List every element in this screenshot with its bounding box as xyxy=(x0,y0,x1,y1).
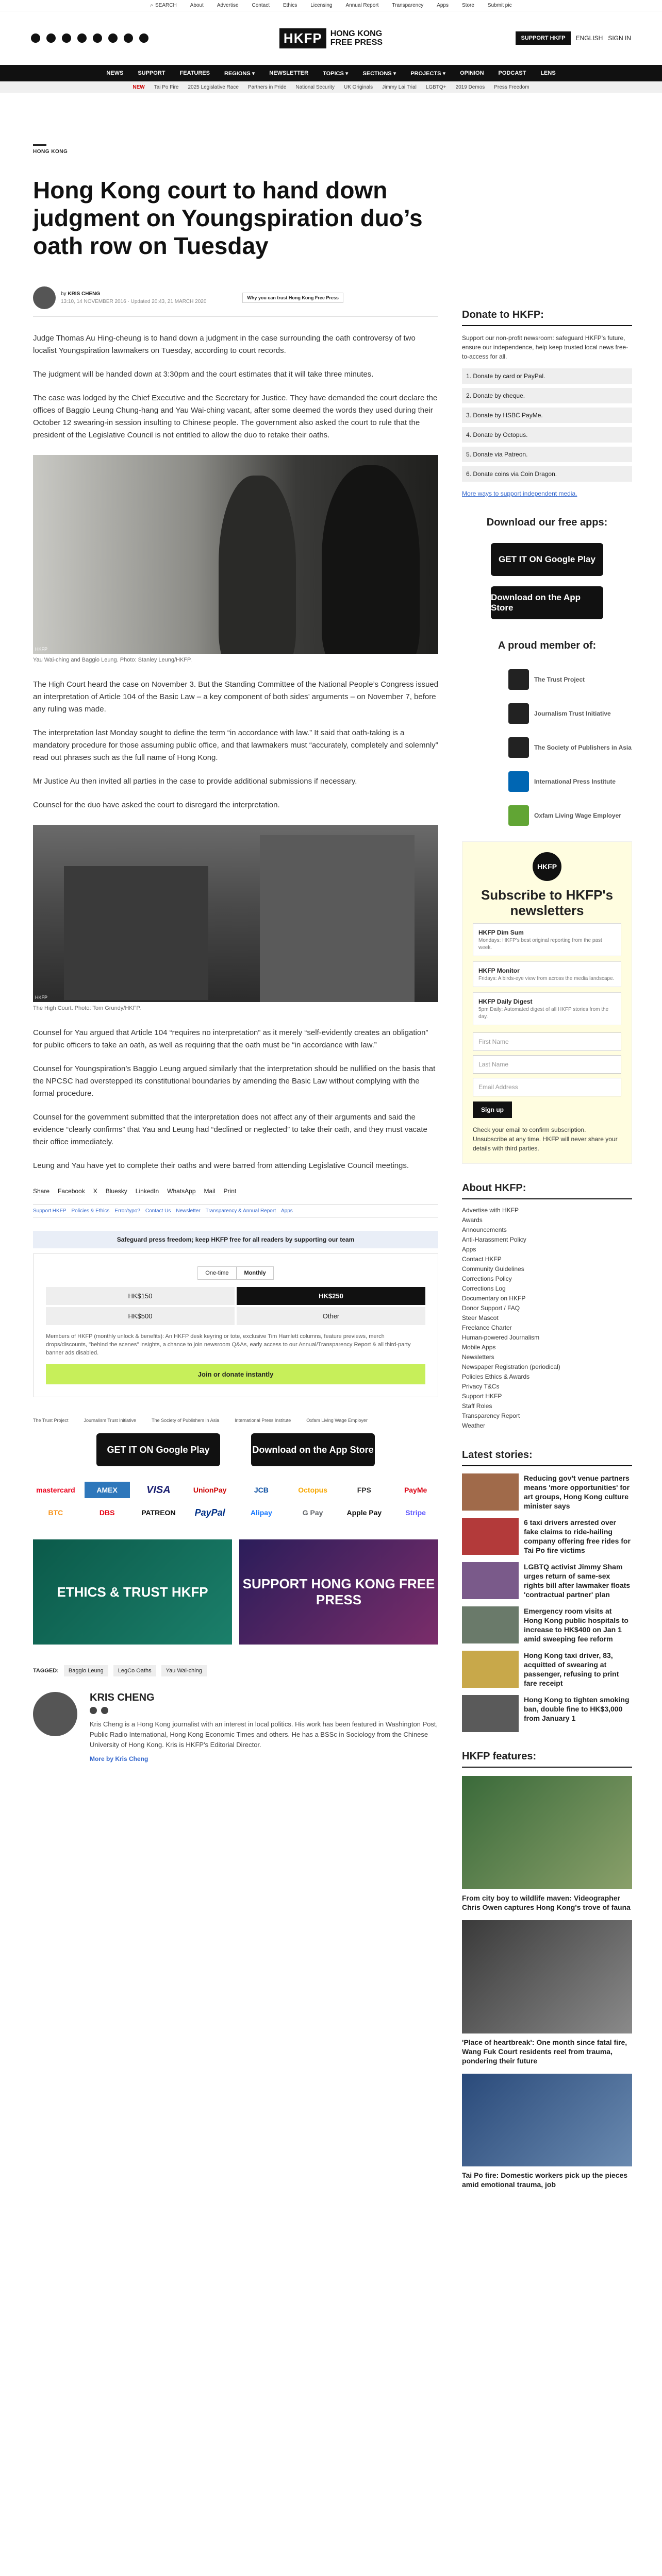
donate-option[interactable]: 2. Donate by cheque. xyxy=(462,388,632,403)
nav-item[interactable]: NEWS xyxy=(106,70,124,76)
telegram-icon[interactable] xyxy=(124,33,133,43)
author-avatar[interactable] xyxy=(33,1692,77,1736)
nav-item[interactable]: NEWSLETTER xyxy=(269,70,309,76)
donate-option[interactable]: 4. Donate by Octopus. xyxy=(462,427,632,443)
member-logo[interactable]: The Society of Publishers in Asia xyxy=(508,737,632,758)
support-button[interactable]: SUPPORT HKFP xyxy=(516,31,570,45)
photo-figure xyxy=(219,476,296,654)
about-link[interactable]: Weather xyxy=(462,1422,486,1429)
google-play-button[interactable]: GET IT ON Google Play xyxy=(491,543,603,576)
google-play-button[interactable]: GET IT ON Google Play xyxy=(96,1433,220,1466)
article-column xyxy=(33,144,438,1762)
nav-item[interactable]: PROJECTS ▾ xyxy=(410,70,446,77)
tag-list xyxy=(33,1665,438,1676)
topbar-link[interactable]: Transparency xyxy=(392,3,424,8)
topbar-link[interactable]: Store xyxy=(462,3,474,8)
tag[interactable]: Baggio Leung xyxy=(64,1665,108,1676)
about-link[interactable]: Transparency Report xyxy=(462,1412,520,1419)
amex-icon: AMEX xyxy=(85,1482,130,1498)
latest-story[interactable]: Emergency room visits at Hong Kong public hospitals to increase to HK$400 on Jan 1 amid sweeping fee reform xyxy=(462,1606,632,1643)
author-info xyxy=(90,1692,438,1762)
mini-link[interactable]: Contact Us xyxy=(145,1208,171,1214)
oxfam-logo[interactable]: Oxfam Living Wage Employer xyxy=(306,1418,368,1423)
paragraph: The High Court heard the case on November 3. But the Standing Committee of the National People’s Congress issued an interpretation of Article 104 of the Basic Law – a key component of both sides’ arguments – on November 7, before any ruling was made. xyxy=(33,680,438,714)
author-name[interactable]: KRIS CHENG xyxy=(68,291,101,297)
latest-story[interactable]: Hong Kong to tighten smoking ban, double fine to HK$3,000 from January 1 xyxy=(462,1695,632,1732)
latest-story[interactable]: Reducing gov't venue partners means 'more opportunities' for art groups, Hong Kong culture minister says xyxy=(462,1473,632,1511)
amount-option[interactable]: HK$500 xyxy=(46,1307,235,1325)
newsletter-widget xyxy=(462,841,632,1164)
paypal-icon: PayPal xyxy=(194,1507,225,1518)
amount-option[interactable]: HK$150 xyxy=(46,1287,235,1305)
newsletter-logo: HKFP xyxy=(533,852,561,881)
sopa-icon xyxy=(508,737,529,758)
member-logo[interactable]: International Press Institute xyxy=(508,771,632,792)
header-actions xyxy=(516,31,631,45)
unionpay-icon: UnionPay xyxy=(193,1486,227,1494)
topbar-link[interactable]: Annual Report xyxy=(345,3,379,8)
logo-text: HONG KONG FREE PRESS xyxy=(330,29,383,47)
youtube-icon[interactable] xyxy=(77,33,87,43)
visa-icon: VISA xyxy=(146,1484,171,1496)
article-photo xyxy=(33,455,438,654)
apps-widget-title: Download our free apps: xyxy=(486,517,608,528)
nav-item[interactable]: SECTIONS ▾ xyxy=(362,70,396,77)
newsletter-note: Check your email to confirm subscription. Unsubscribe at any time. HKFP will never share your details with third parties. xyxy=(473,1126,618,1152)
subnav-item[interactable]: Partners in Pride xyxy=(247,84,287,90)
join-button[interactable]: Join or donate instantly xyxy=(46,1364,425,1384)
membership-logos xyxy=(33,1418,438,1423)
about-link[interactable]: Freelance Charter xyxy=(462,1324,512,1331)
about-link[interactable]: Corrections Policy xyxy=(462,1275,512,1282)
about-link[interactable]: Staff Roles xyxy=(462,1402,492,1410)
main-nav xyxy=(0,65,662,81)
story-thumbnail xyxy=(462,1518,519,1555)
about-link[interactable]: Awards xyxy=(462,1216,483,1224)
member-logo[interactable]: Journalism Trust Initiative xyxy=(508,703,632,724)
facebook-icon[interactable] xyxy=(31,33,40,43)
photo-credit: HKFP xyxy=(35,647,48,652)
subnav-item[interactable]: 2019 Demos xyxy=(455,84,485,90)
member-widget-title: A proud member of: xyxy=(498,640,597,651)
fps-icon: FPS xyxy=(357,1486,371,1494)
author-social xyxy=(90,1707,438,1714)
x-icon[interactable] xyxy=(46,33,56,43)
mini-link[interactable]: Apps xyxy=(280,1208,293,1214)
topbar-link[interactable]: Submit pic xyxy=(487,3,512,8)
tag[interactable]: LegCo Oaths xyxy=(113,1665,156,1676)
mini-link[interactable]: Transparency & Annual Report xyxy=(205,1208,276,1214)
bitcoin-icon: BTC xyxy=(48,1509,63,1517)
photo-figure xyxy=(322,465,420,654)
paragraph: Leung and Yau have yet to complete their oaths and were barred from attending Legislative Council meetings. xyxy=(33,1161,409,1170)
subnav-item[interactable]: UK Originals xyxy=(343,84,373,90)
freq-one-time[interactable]: One-time xyxy=(197,1266,236,1280)
article-dates: 13:10, 14 NOVEMBER 2016 · Updated 20:43, 21 MARCH 2020 xyxy=(61,299,207,304)
mini-link[interactable]: Newsletter xyxy=(176,1208,201,1214)
topbar-link[interactable]: Licensing xyxy=(310,3,333,8)
amount-options xyxy=(46,1287,425,1325)
jti-logo[interactable]: Journalism Trust Initiative xyxy=(84,1418,137,1423)
about-link[interactable]: Documentary on HKFP xyxy=(462,1295,526,1302)
photo-building xyxy=(64,866,208,1000)
tag[interactable]: Yau Wai-ching xyxy=(161,1665,207,1676)
share-whatsapp[interactable]: WhatsApp xyxy=(167,1188,196,1195)
bluesky-icon[interactable] xyxy=(93,33,102,43)
site-header xyxy=(0,11,662,65)
member-logo[interactable]: The Trust Project xyxy=(508,669,632,690)
topbar-link[interactable]: Ethics xyxy=(283,3,297,8)
first-name-field[interactable]: First Name xyxy=(473,1032,621,1051)
author-avatar[interactable] xyxy=(33,286,56,309)
about-link[interactable]: Steer Mascot xyxy=(462,1314,499,1321)
category-rule xyxy=(33,144,46,146)
donate-option[interactable]: 5. Donate via Patreon. xyxy=(462,447,632,462)
donate-banner[interactable]: Safeguard press freedom; keep HKFP free for all readers by supporting our team xyxy=(33,1231,438,1248)
about-link[interactable]: Apps xyxy=(462,1246,476,1253)
about-link[interactable]: Corrections Log xyxy=(462,1285,506,1292)
top-utility-bar xyxy=(0,0,662,11)
byline xyxy=(33,286,438,317)
donate-option[interactable]: 1. Donate by card or PayPal. xyxy=(462,368,632,384)
patreon-icon: PATREON xyxy=(141,1509,176,1517)
logo-box: HKFP xyxy=(279,28,326,48)
amount-option-selected[interactable]: HK$250 xyxy=(237,1287,425,1305)
nav-item[interactable]: OPINION xyxy=(460,70,484,76)
site-logo[interactable] xyxy=(279,28,383,48)
about-link[interactable]: Community Guidelines xyxy=(462,1265,524,1273)
author-box xyxy=(33,1692,438,1762)
about-link[interactable]: Newsletters xyxy=(462,1353,494,1361)
freq-monthly[interactable]: Monthly xyxy=(237,1266,274,1280)
article-category[interactable]: HONG KONG xyxy=(33,149,68,155)
about-link[interactable]: Anti-Harassment Policy xyxy=(462,1236,526,1243)
facebook-icon[interactable] xyxy=(90,1707,97,1714)
paragraph: The case was lodged by the Chief Executive and the Secretary for Justice. They have demanded the court declare the offices of Baggio Leung Chung-hang and Yau Wai-ching vacant, after some deemed the words they used during their October 12 swearing-in session insulting to Chinese people. The government also asked the court to rule that the president of the Legislative Council is not entitled to allow the duo to retake their oaths. xyxy=(33,394,438,439)
mastercard-icon: mastercard xyxy=(36,1486,75,1494)
topbar-search[interactable]: ⌕ SEARCH xyxy=(150,3,177,8)
features-widget-title: HKFP features: xyxy=(462,1751,632,1768)
paragraph: The judgment will be handed down at 3:30pm and the court estimates that it will take three minutes. xyxy=(33,370,374,379)
story-thumbnail xyxy=(462,1562,519,1599)
latest-story[interactable]: Hong Kong taxi driver, 83, acquitted of swearing at passenger, refusing to print fare receipt xyxy=(462,1651,632,1688)
about-link[interactable]: Privacy T&Cs xyxy=(462,1383,500,1390)
newsletter-title: Subscribe to HKFP's newsletters xyxy=(481,887,614,918)
social-icons xyxy=(31,33,148,43)
nav-item[interactable]: TOPICS ▾ xyxy=(323,70,349,77)
feature-image[interactable] xyxy=(462,1776,632,1889)
subnav-item[interactable]: Tai Po Fire xyxy=(154,84,179,90)
member-benefits: Members of HKFP (monthly unlock & benefits): An HKFP desk keyring or tote, exclusive Tim Hamlett columns, feature previews, merch drops/discounts, "behind the scenes" insights, a chance to join newsroom Q&As, early access to our Annual/Transparency Report & all third-party banner ads disabled. xyxy=(46,1333,411,1356)
newsletter-option[interactable]: HKFP Dim Sum Mondays: HKFP's best original reporting from the past week. xyxy=(473,923,621,956)
paragraph: Counsel for Youngspiration’s Baggio Leung argued similarly that the interpretation should be nullified on the basis that the NPCSC had overstepped its constitutional boundaries by amending the Basic Law without complying with the formal procedure. xyxy=(33,1064,436,1098)
newsletter-option[interactable]: HKFP Monitor Fridays: A birds-eye view from across the media landscape. xyxy=(473,961,621,987)
new-badge: NEW xyxy=(133,84,145,90)
feature-caption[interactable]: Tai Po fire: Domestic workers pick up the pieces amid emotional trauma, job xyxy=(462,2171,628,2189)
share-label: Share xyxy=(33,1188,50,1195)
signup-button[interactable]: Sign up xyxy=(473,1101,512,1118)
share-print[interactable]: Print xyxy=(223,1188,237,1195)
octopus-icon: Octopus xyxy=(298,1486,328,1494)
more-by-author-link[interactable]: More by Kris Cheng xyxy=(90,1755,148,1762)
photo-building xyxy=(260,835,415,1002)
payment-methods xyxy=(33,1482,438,1521)
about-widget-title: About HKFP: xyxy=(462,1182,632,1199)
amount-option[interactable]: Other xyxy=(237,1307,425,1325)
tags-label: TAGGED: xyxy=(33,1668,59,1674)
nav-item[interactable]: FEATURES xyxy=(179,70,210,76)
sidebar xyxy=(462,309,632,2189)
story-thumbnail xyxy=(462,1473,519,1511)
paragraph: Counsel for the government submitted that the interpretation does not affect any of their arguments and said the evidence “clearly confirms” that Yau and Leung had “declined or neglected” to take their oath, and they must vacate their office immediately. xyxy=(33,1113,427,1146)
share-mail[interactable]: Mail xyxy=(204,1188,216,1195)
about-link[interactable]: Advertise with HKFP xyxy=(462,1207,519,1214)
paragraph: Mr Justice Au then invited all parties in the case to provide additional submissions if necessary. xyxy=(33,777,357,786)
donate-option[interactable]: 6. Donate coins via Coin Dragon. xyxy=(462,466,632,482)
oxfam-icon xyxy=(508,805,529,826)
donate-widget-title: Donate to HKFP: xyxy=(462,309,632,326)
jcb-icon: JCB xyxy=(254,1486,269,1494)
topbar-link[interactable]: Contact xyxy=(252,3,270,8)
app-store-button[interactable]: Download on the App Store xyxy=(251,1433,375,1466)
search-icon: ⌕ xyxy=(150,3,153,8)
nav-item[interactable]: SUPPORT xyxy=(138,70,166,76)
about-link[interactable]: Support HKFP xyxy=(462,1393,502,1400)
byline-meta: by KRIS CHENG 13:10, 14 NOVEMBER 2016 · Updated 20:43, 21 MARCH 2020 xyxy=(61,291,207,304)
donate-widget xyxy=(33,1253,438,1397)
ipi-logo[interactable]: International Press Institute xyxy=(235,1418,291,1423)
ethics-promo[interactable]: ETHICS & TRUST HKFP xyxy=(33,1539,232,1645)
feature-caption[interactable]: 'Place of heartbreak': One month since fatal fire, Wang Fuk Court residents reel from trauma, pondering their future xyxy=(462,2038,627,2065)
sign-in-link[interactable]: SIGN IN xyxy=(608,35,631,42)
latest-story[interactable]: 6 taxi drivers arrested over fake claims to ride-hailing company offering free rides for Tai Po fire victims xyxy=(462,1518,632,1555)
share-bar xyxy=(33,1188,438,1195)
trust-project-icon xyxy=(508,669,529,690)
about-link[interactable]: Donor Support / FAQ xyxy=(462,1304,520,1312)
latest-widget-title: Latest stories: xyxy=(462,1449,632,1466)
about-link[interactable]: Mobile Apps xyxy=(462,1344,496,1351)
email-field[interactable]: Email Address xyxy=(473,1078,621,1096)
donate-text: Support our non-profit newsroom: safeguard HKFP's future, ensure our independence, help keep trusted local news free-to-access for all. xyxy=(462,334,628,360)
dbs-icon: DBS xyxy=(99,1509,115,1517)
about-link[interactable]: Policies Ethics & Awards xyxy=(462,1373,530,1380)
paragraph: The interpretation last Monday sought to define the term “in accordance with law.” It said that oath-taking is a mandatory procedure for those assuming public office, and that lawmakers must “accurately, completely and solemnly” read out phrases such as the full name of Hong Kong. xyxy=(33,728,438,762)
promo-banners xyxy=(33,1539,438,1645)
feature-image[interactable] xyxy=(462,1920,632,2033)
story-thumbnail xyxy=(462,1695,519,1732)
photo-caption: The High Court. Photo: Tom Grundy/HKFP. xyxy=(33,1005,141,1011)
google-pay-icon: G Pay xyxy=(302,1509,323,1517)
sub-nav xyxy=(0,81,662,93)
article-photo xyxy=(33,825,438,1002)
paragraph: Counsel for the duo have asked the court to disregard the interpretation. xyxy=(33,801,280,809)
subnav-item[interactable]: National Security xyxy=(295,84,335,90)
instagram-icon[interactable] xyxy=(62,33,71,43)
paragraph: Counsel for Yau argued that Article 104 “requires no interpretation” as it merely “self-evidently creates an obligation” for public officers to take an oath, as well as requiring that the oath must be “in accordance with law.” xyxy=(33,1028,428,1049)
stripe-icon: Stripe xyxy=(405,1509,426,1517)
mini-link[interactable]: Policies & Ethics xyxy=(71,1208,110,1214)
payme-icon: PayMe xyxy=(404,1486,427,1494)
about-link[interactable]: Contact HKFP xyxy=(462,1256,502,1263)
subnav-item[interactable]: LGBTQ+ xyxy=(425,84,446,90)
about-link[interactable]: Newspaper Registration (periodical) xyxy=(462,1363,560,1370)
photo-caption: Yau Wai-ching and Baggio Leung. Photo: Stanley Leung/HKFP. xyxy=(33,657,192,663)
topbar-link[interactable]: Apps xyxy=(437,3,449,8)
topbar-link[interactable]: Advertise xyxy=(217,3,239,8)
app-store-button[interactable]: Download on the App Store xyxy=(491,586,603,619)
trust-link[interactable]: Why you can trust Hong Kong Free Press xyxy=(242,293,343,303)
threads-icon[interactable] xyxy=(108,33,118,43)
about-links xyxy=(462,1206,632,1431)
paragraph: Judge Thomas Au Hing-cheung is to hand down a judgment in the case surrounding the oath controversy of two localist Youngspiration lawmakers on Tuesday, according to court records. xyxy=(33,334,416,355)
mini-link[interactable]: Support HKFP xyxy=(33,1208,67,1214)
app-store-row xyxy=(33,1433,438,1466)
trust-project-logo[interactable]: The Trust Project xyxy=(33,1418,69,1423)
more-ways-link[interactable]: More ways to support independent media. xyxy=(462,490,577,497)
mini-link[interactable]: Error/typo? xyxy=(114,1208,140,1214)
nav-item[interactable]: LENS xyxy=(540,70,556,76)
subnav-item[interactable]: Jimmy Lai Trial xyxy=(382,84,417,90)
donate-options xyxy=(462,368,632,482)
story-thumbnail xyxy=(462,1606,519,1643)
photo-credit: HKFP xyxy=(35,995,48,1000)
frequency-toggle xyxy=(46,1266,425,1280)
subnav-item[interactable]: Press Freedom xyxy=(494,84,529,90)
alipay-icon: Alipay xyxy=(250,1509,272,1517)
subnav-item[interactable]: 2025 Legislative Race xyxy=(188,84,239,90)
feature-caption[interactable]: From city boy to wildlife maven: Videographer Chris Owen captures Hong Kong's trove of fauna xyxy=(462,1894,631,1911)
nav-item[interactable]: REGIONS ▾ xyxy=(224,70,255,77)
nav-item[interactable]: PODCAST xyxy=(498,70,526,76)
newsletter-option[interactable]: HKFP Daily Digest 5pm Daily: Automated digest of all HKFP stories from the day. xyxy=(473,992,621,1025)
share-linkedin[interactable]: LinkedIn xyxy=(135,1188,159,1195)
author-name[interactable]: KRIS CHENG xyxy=(90,1692,155,1703)
latest-story[interactable]: LGBTQ activist Jimmy Sham urges return of same-sex rights bill after lawmaker floats 'contractual partner' plan xyxy=(462,1562,632,1599)
topbar-link[interactable]: About xyxy=(190,3,204,8)
about-link[interactable]: Human-powered Journalism xyxy=(462,1334,540,1341)
share-x[interactable]: X xyxy=(93,1188,97,1195)
share-bluesky[interactable]: Bluesky xyxy=(105,1188,127,1195)
share-facebook[interactable]: Facebook xyxy=(58,1188,85,1195)
story-thumbnail xyxy=(462,1651,519,1688)
last-name-field[interactable]: Last Name xyxy=(473,1055,621,1074)
x-icon[interactable] xyxy=(101,1707,108,1714)
about-link[interactable]: Announcements xyxy=(462,1226,507,1233)
feature-image[interactable] xyxy=(462,2074,632,2166)
donate-option[interactable]: 3. Donate by HSBC PayMe. xyxy=(462,408,632,423)
sopa-logo[interactable]: The Society of Publishers in Asia xyxy=(152,1418,220,1423)
linkedin-icon[interactable] xyxy=(139,33,148,43)
support-promo[interactable]: SUPPORT HONG KONG FREE PRESS xyxy=(239,1539,438,1645)
language-switch[interactable]: ENGLISH xyxy=(575,35,603,42)
footer-mini-links xyxy=(33,1205,438,1217)
apple-pay-icon: Apple Pay xyxy=(346,1509,382,1517)
member-logo[interactable]: Oxfam Living Wage Employer xyxy=(508,805,632,826)
author-bio: Kris Cheng is a Hong Kong journalist with an interest in local politics. His work has been featured in Washington Post, Public Radio International, Hong Kong Economic Times and others. He has a BSSc in Sociology from the Chinese University of Hong Kong. Kris is HKFP's Editorial Director. xyxy=(90,1720,438,1749)
jti-icon xyxy=(508,703,529,724)
article-title: Hong Kong court to hand down judgment on Youngspiration duo’s oath row on Tuesday xyxy=(33,177,423,259)
ipi-icon xyxy=(508,771,529,792)
